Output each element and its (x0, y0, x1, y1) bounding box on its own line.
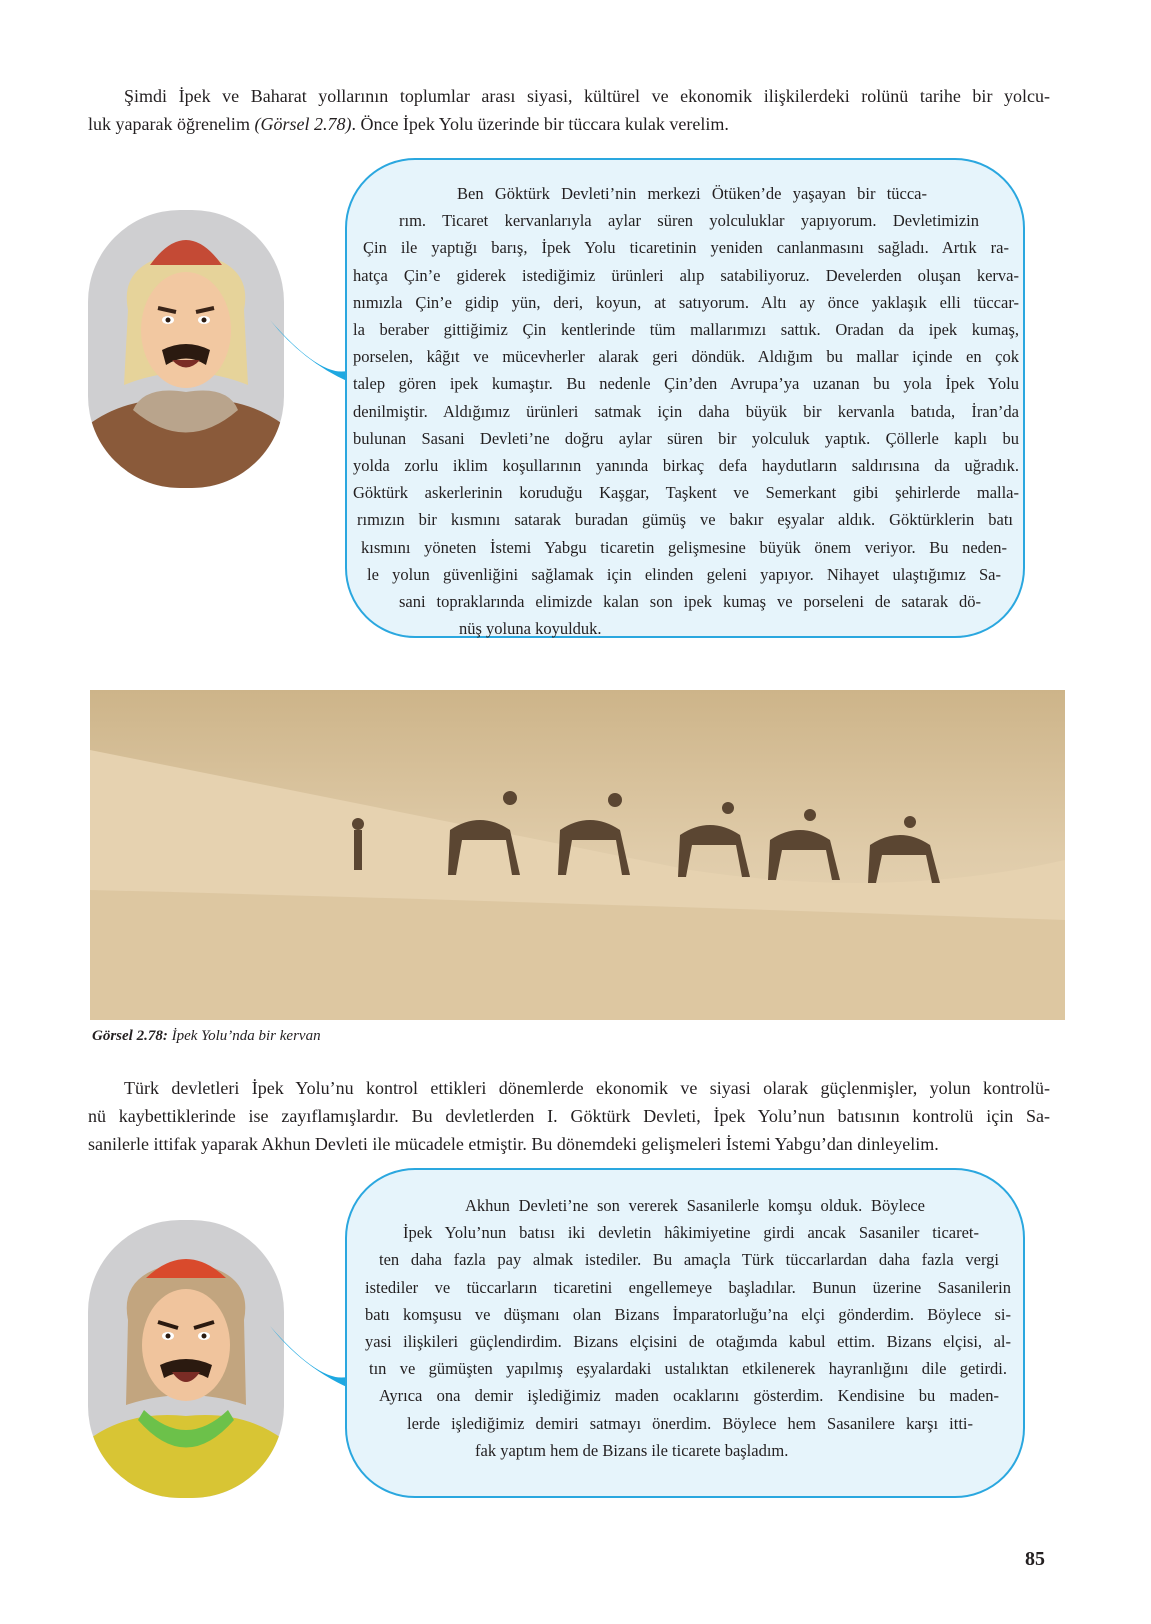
bubble1-line: rım. Ticaret kervanlarıyla aylar süren yolculuklar yapıyorum. Devletimizin (399, 211, 979, 231)
bubble1-line: yolda zorlu iklim koşullarının yanında birkaç defa haydutların saldırısına da uğradık. (353, 456, 1019, 476)
figure-label: Görsel 2.78: (92, 1028, 168, 1044)
figure-caption-text: İpek Yolu’nda bir kervan (171, 1028, 321, 1044)
bubble1-line: talep gören ipek kumaştır. Bu nedenle Çin’den Avrupa’ya uzanan bu yola İpek Yolu (353, 374, 1019, 394)
bubble2-line: İpek Yolu’nun batısı iki devletin hâkimiyetine girdi ancak Sasaniler ticaret- (403, 1223, 979, 1243)
caravan-illustration (90, 690, 1065, 1020)
body-line-2: nü kaybettiklerinde ise zayıflamışlardır. Bu devletlerden I. Göktürk Devleti, İpek Yolu’nun batısının kontrolü için Sa- (88, 1106, 1050, 1126)
bubble2-line: yasi ilişkileri güçlendirdim. Bizans elçisini de otağımda kabul ettim. Bizans elçisi, al- (365, 1332, 1011, 1352)
bubble1-line: bulunan Sasani Devleti’ne doğru aylar süren bir yolculuk yaptık. Çöllerle kaplı bu (353, 428, 1019, 448)
body-line-1: Türk devletleri İpek Yolu’nu kontrol ettikleri dönemlerde ekonomik ve siyasi olarak güçlenmişler, yolun kontrolü- (124, 1078, 1050, 1098)
merchant-avatar (88, 210, 284, 488)
bubble1-line: nımızla Çin’e gidip yün, deri, koyun, at satıyorum. Altı ay önce yaklaşık elli tüccar- (353, 292, 1019, 312)
body-paragraph (88, 1074, 1050, 1158)
bubble1-line: nüş yoluna koyulduk. (459, 619, 602, 639)
bubble1-line: la beraber gittiğimiz Çin kentlerinde tüm mallarımızı sattık. Oradan da ipek kumaş, (353, 320, 1019, 340)
merchant-illustration (88, 210, 284, 488)
bubble2-line: fak yaptım hem de Bizans ile ticarete başladım. (475, 1440, 789, 1460)
bubble2-line: istediler ve tüccarların ticaretini engellemeye başladılar. Bunun üzerine Sasanilerin (365, 1277, 1011, 1297)
figure-caption (92, 1028, 321, 1045)
caravan-photo (90, 690, 1065, 1020)
bubble2-line: Ayrıca ona demir işlediğimiz maden ocaklarını gösterdim. Kendisine bu maden- (379, 1386, 999, 1406)
intro-paragraph (88, 82, 1050, 138)
merchant-speech-text (347, 180, 1027, 642)
figure-reference: (Görsel 2.78) (254, 114, 352, 134)
merchant-speech-bubble (345, 158, 1025, 638)
bubble1-line: Göktürk askerlerinin koruduğu Kaşgar, Taşkent ve Semerkant gibi şehirlerde malla- (353, 483, 1019, 503)
bubble1-line: Ben Göktürk Devleti’nin merkezi Ötüken’de yaşayan bir tücca- (457, 184, 927, 203)
bubble1-line: le yolun güvenliğini sağlamak için elinden geleni yapıyor. Nihayet ulaştığımız Sa- (367, 564, 1001, 584)
bubble1-line: denilmiştir. Aldığımız ürünleri satmak için daha büyük bir kervanla batıda, İran’da (353, 401, 1019, 421)
intro-line-1: Şimdi İpek ve Baharat yollarının toplumlar arası siyasi, kültürel ve ekonomik ilişkilerdeki rolünü tarihe bir yolcu- (124, 86, 1050, 106)
bubble2-line: lerde işlediğimiz demiri satmayı önerdim. Böylece hem Sasanilere karşı itti- (407, 1413, 973, 1433)
bubble1-line: porselen, kâğıt ve mücevherler alarak geri döndük. Aldığım bu mallar içinde en çok (353, 347, 1019, 367)
bubble1-line: hatça Çin’e giderek istediğimiz ürünleri alıp satabiliyoruz. Develerden oluşan kerva- (353, 265, 1019, 285)
bubble1-line: kısmını yöneten İstemi Yabgu ticaretin gelişmesine büyük önem veriyor. Bu neden- (361, 537, 1007, 557)
page-number: 85 (1025, 1548, 1045, 1570)
bubble2-line: tın ve gümüşten yapılmış eşyalardaki ustalıktan etkilenerek hayranlığını dile getirdi. (369, 1359, 1007, 1379)
bubble1-line: rımızın bir kısmını satarak buradan gümüş ve bakır eşyalar aldık. Göktürklerin batı (357, 510, 1013, 530)
bubble2-line: Akhun Devleti’ne son vererek Sasanilerle komşu olduk. Böylece (465, 1196, 925, 1215)
intro-line-2-end: . Önce İpek Yolu üzerinde bir tüccara kulak verelim. (351, 114, 729, 134)
yabgu-speech-bubble (345, 1168, 1025, 1498)
bubble2-line: ten daha fazla pay almak istediler. Bu amaçla Türk tüccarlardan daha fazla vergi (379, 1250, 999, 1270)
yabgu-speech-text (347, 1192, 1027, 1464)
bubble2-line: batı komşusu ve düşmanı olan Bizans İmparatorluğu’na elçi gönderdim. Böylece si- (365, 1304, 1011, 1324)
intro-line-2-text: luk yaparak öğrenelim (88, 114, 255, 134)
body-line-3: sanilerle ittifak yaparak Akhun Devleti ile mücadele etmiştir. Bu dönemdeki gelişmeleri İstemi Yabgu’dan dinleyelim. (88, 1134, 939, 1154)
yabgu-illustration (88, 1220, 284, 1498)
bubble1-line: sani topraklarında elimizde kalan son ipek kumaş ve porseleni de satarak dö- (399, 592, 981, 612)
bubble1-line: Çin ile yaptığı barış, İpek Yolu ticaretinin yeniden canlanmasını sağladı. Artık ra- (363, 238, 1009, 258)
yabgu-avatar (88, 1220, 284, 1498)
intro-line-2 (88, 110, 1050, 138)
